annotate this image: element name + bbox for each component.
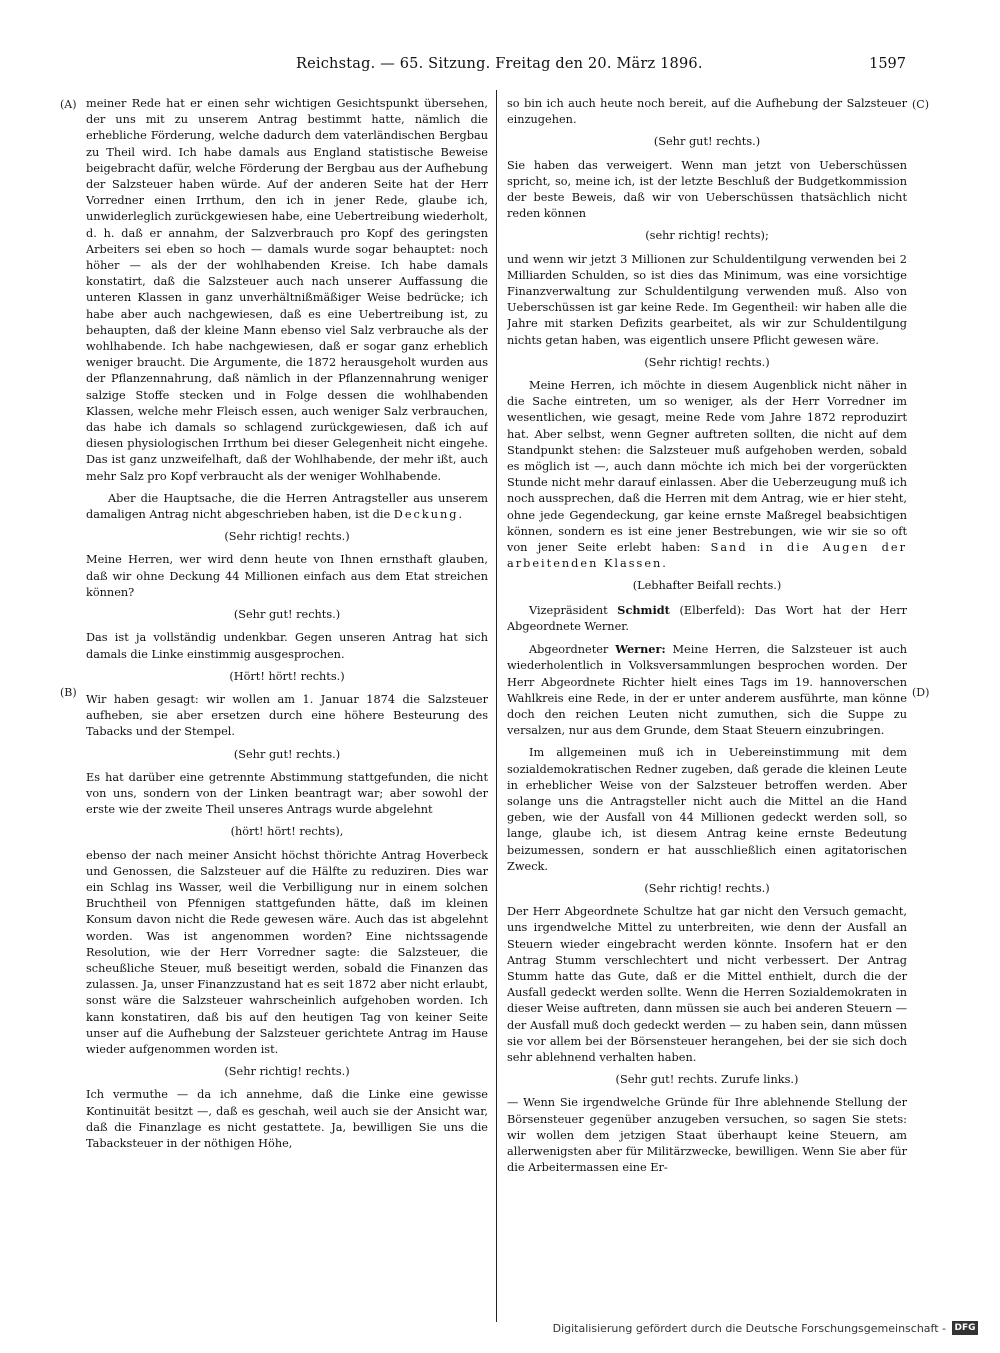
speaker-role: Vizepräsident (529, 603, 608, 617)
dfg-logo: DFG (952, 1321, 978, 1335)
interjection: (hört! hört! rechts), (230, 825, 344, 839)
interjection: (Hört! hört! rechts.) (229, 669, 345, 683)
page-header (86, 56, 906, 78)
paragraph: — Wenn Sie irgendwelche Gründe für Ihre ablehnende Stellung der Börsensteuer gegenüber anzugeben versuchen, so sagen Sie stets: wir wollen dem jetzigen Staat überhaupt keine Steuern, am allerwenigsten aber für Militärzwecke, bewilligen. Wenn Sie aber für die Arbeitermassen eine Er- (507, 1096, 907, 1175)
margin-marker-b: (B) (60, 686, 77, 699)
interjection: (Lebhafter Beifall rechts.) (632, 579, 782, 593)
paragraph: Im allgemeinen muß ich in Uebereinstimmung mit dem sozialdemokratischen Redner zugeben, daß gerade die kleinen Leute in erheblicher Weise von der Salzsteuer betroffen werden. Aber solange uns die Antragsteller nicht auch die Mittel an die Hand geben, wie der Ausfall von 44 Millionen gedeckt werden soll, so lange, glaube ich, ist diesem Antrag keine ernste Bedeutung beizumessen, sondern er hat ausschließlich einen agitatorischen Zweck. (507, 746, 907, 873)
paragraph: meiner Rede hat er einen sehr wichtigen Gesichtspunkt übersehen, der uns mit zu unserem Antrag bestimmt hatte, nämlich die erhebliche Förderung, welche dadurch dem vaterländischen Bergbau zu Theil wird. Ich habe damals aus England statistische Beweise beigebracht dafür, welche Förderung der Bergbau aus der Aufhebung der Salzsteuer haben würde. Auf der anderen Seite hat der Herr Vorredner einen Irrthum, den ich in jener Rede, glaube ich, unwiderleglich zurückgewiesen habe, eine Uebertreibung wiederholt, d. h. daß er annahm, der Salzverbrauch pro Kopf des geringsten Arbeiters sei eben so hoch — damals wurde sogar behauptet: noch höher — als der der wohlhabenden Kreise. Ich habe damals konstatirt, daß die Salzsteuer auch nach unserer Auffassung die unteren Klassen in ganz unverhältnißmäßiger Weise bedrücke; ich habe aber auch nachgewiesen, daß es eine Uebertreibung ist, zu behaupten, daß der kleine Mann ebenso viel Salz verbrauche als der wohlhabende. Ich habe nachgewiesen, daß er sogar ganz erheblich weniger braucht. Die Argumente, die 1872 herausgeholt wurden aus der Pflanzennahrung, daß nämlich in der Pflanzennahrung weniger salzige Stoffe stecken und in Folge dessen die wohlhabenden Klassen, welche mehr Fleisch essen, auch weniger Salz verbrauchen, das habe ich damals so schlagend zurückgewiesen, daß ich auf diesen physiologischen Irrthum bei dieser Gelegenheit nicht eingehe. Das ist ganz unzweifelhaft, daß der Wohlhabende, der mehr ißt, auch mehr Salz pro Kopf verbraucht als der weniger Wohlhabende. (86, 97, 488, 483)
emphasized-text: Deckung. (393, 508, 465, 522)
margin-marker-a: (A) (60, 98, 77, 111)
column-divider (496, 90, 497, 1322)
paragraph (507, 378, 907, 572)
interjection: (Sehr richtig! rechts.) (224, 530, 350, 544)
paragraph: Sie haben das verweigert. Wenn man jetzt von Ueberschüssen spricht, so, meine ich, ist der letzte Beschluß der Budgetkommission der beste Beweis, daß wir von Ueberschüssen thatsächlich nicht reden können (507, 158, 907, 221)
margin-marker-d: (D) (912, 686, 930, 699)
paragraph-text: Meine Herren, die Salzsteuer ist auch wiederholentlich in Volksversammlungen besprochen worden. Der Herr Abgeordnete Richter hielt eines Tags im 19. hannoverschen Wahlkreis eine Rede, in der er unter anderem ausführte, man könne doch den reichen Leuten nicht zumuthen, sich die Suppe zu versalzen, nur aus dem Grunde, dem Staat Steuern einzubringen. (507, 643, 907, 738)
speaker-name: Werner: (615, 642, 666, 657)
paragraph: so bin ich auch heute noch bereit, auf die Aufhebung der Salzsteuer einzugehen. (507, 97, 907, 127)
paragraph: und wenn wir jetzt 3 Millionen zur Schuldentilgung verwenden bei 2 Milliarden Schulden, so ist dies das Minimum, was eine vorsichtige Finanzverwaltung zur Schuldentilgung verwenden muß. Also von Ueberschüssen ist gar keine Rede. Im Gegentheil: wir haben alle die Jahre mit starken Defizits gearbeitet, als wir zur Schuldentilgung nichts getan haben, was eigentlich unsere Pflicht gewesen wäre. (507, 252, 907, 347)
right-column (507, 96, 907, 1286)
interjection: (Sehr gut! rechts.) (233, 747, 341, 761)
paragraph (86, 491, 488, 523)
emphasized-text: Sand in die Augen der arbeitenden Klassen. (507, 541, 907, 571)
interjection: (Sehr gut! rechts.) (233, 608, 341, 622)
interjection: (Sehr richtig! rechts.) (224, 1065, 350, 1079)
paragraph: Es hat darüber eine getrennte Abstimmung stattgefunden, die nicht von uns, sondern von der Linken beantragt war; aber sowohl der erste wie der zweite Theil unseres Antrags wurde abgelehnt (86, 770, 488, 817)
interjection: (sehr richtig! rechts); (645, 229, 769, 243)
paragraph: Der Herr Abgeordnete Schultze hat gar nicht den Versuch gemacht, uns irgendwelche Mittel zu unterbreiten, wie denn der Ausfall an Steuern wieder eingebracht werden könnte. Insofern hat er den Antrag Stumm verschlechtert und nicht verbessert. Der Antrag Stumm hatte das Gute, daß er die Mittel enthielt, durch die der Ausfall gedeckt werden sollte. Wenn die Herren Sozialdemokraten in dieser Weise auftreten, dann müssen sie auch bei anderen Steuern — der Ausfall muß doch gedeckt werden — zu haben sein, dann müssen sie vor allem bei der Börsensteuer herangehen, bei der sie sich doch sehr ablehnend verhalten haben. (507, 905, 907, 1064)
running-title: Reichstag. — 65. Sitzung. Freitag den 20. März 1896. (296, 56, 703, 72)
speaker-paragraph (507, 602, 907, 635)
speaker-role: Abgeordneter (529, 643, 609, 657)
left-column (86, 96, 488, 1286)
paragraph: ebenso der nach meiner Ansicht höchst thörichte Antrag Hoverbeck und Genossen, die Salzsteuer auf die Hälfte zu reduziren. Dies war ein Schlag ins Wasser, weil die Verbilligung nur in einem solchen Bruchtheil von Pfennigen stattgefunden hätte, daß im kleinen Konsum davon nicht die Rede gewesen wäre. Auch das ist abgelehnt worden. Was ist angenommen worden? Eine nichtssagende Resolution, wie der Herr Vorredner sagte: die Salzsteuer, die scheußliche Steuer, muß beseitigt werden, sobald die Finanzen das zulassen. Ja, unser Finanzzustand hat es seit 1872 aber nicht erlaubt, sonst wäre die Salzsteuer wahrscheinlich aufgehoben worden. Ich kann konstatiren, daß bis auf den heutigen Tag von keiner Seite unser auf die Aufhebung der Salzsteuer gerichtete Antrag im Hause wieder aufgenommen worden ist. (86, 848, 488, 1056)
page-number: 1597 (869, 56, 906, 72)
footer-text: Digitalisierung gefördert durch die Deutsche Forschungsgemeinschaft - (552, 1321, 946, 1335)
speaker-name: Schmidt (617, 602, 670, 617)
interjection: (Sehr gut! rechts. Zurufe links.) (615, 1073, 799, 1087)
margin-marker-c: (C) (912, 98, 929, 111)
interjection: (Sehr richtig! rechts.) (644, 355, 770, 369)
paragraph-text: Aber die Hauptsache, die die Herren Antragsteller aus unserem damaligen Antrag nicht abgeschrieben haben, ist die (86, 491, 488, 522)
speaker-paragraph (507, 641, 907, 739)
paragraph: Ich vermuthe — da ich annehme, daß die Linke eine gewisse Kontinuität besitzt —, daß es geschah, weil auch sie der Ansicht war, daß die Finanzlage es nicht gestattete. Ja, bewilligen Sie uns die Tabacksteuer in der nöthigen Höhe, (86, 1088, 488, 1150)
interjection: (Sehr gut! rechts.) (653, 135, 761, 149)
paragraph: Das ist ja vollständig undenkbar. Gegen unseren Antrag hat sich damals die Linke einstimmig ausgesprochen. (86, 631, 488, 661)
paragraph-text: Meine Herren, ich möchte in diesem Augenblick nicht näher in die Sache eintreten, um so weniger, als der Herr Vorredner im wesentlichen, wie gesagt, meine Rede vom Jahre 1872 reproduzirt hat. Aber selbst, wenn Gegner auftreten sollten, die nicht auf dem Standpunkt stehen: die Salzsteuer muß aufgehoben werden, sobald es möglich ist —, auch dann möchte ich mich bei der vorgerückten Stunde nicht mehr darauf einlassen. Aber die Ueberzeugung muß ich noch aussprechen, daß die Herren mit dem Antrag, wie er hier steht, ohne jede Gegendeckung, gar keine ernste Maßregel beabsichtigen können, sondern es ist eine jener Bestrebungen, wie wir sie so oft von jener Seite erlebt haben: (507, 379, 907, 555)
paragraph: Meine Herren, wer wird denn heute von Ihnen ernsthaft glauben, daß wir ohne Deckung 44 Millionen einfach aus dem Etat streichen können? (86, 553, 488, 599)
paragraph: Wir haben gesagt: wir wollen am 1. Januar 1874 die Salzsteuer aufheben, sie aber ersetzen durch eine höhere Besteurung des Tabacks und der Stempel. (86, 692, 488, 739)
paragraph-text: (Elberfeld): Das Wort hat der Herr Abgeordnete Werner. (507, 603, 907, 633)
digitization-footer (553, 1321, 978, 1335)
interjection: (Sehr richtig! rechts.) (644, 881, 770, 895)
